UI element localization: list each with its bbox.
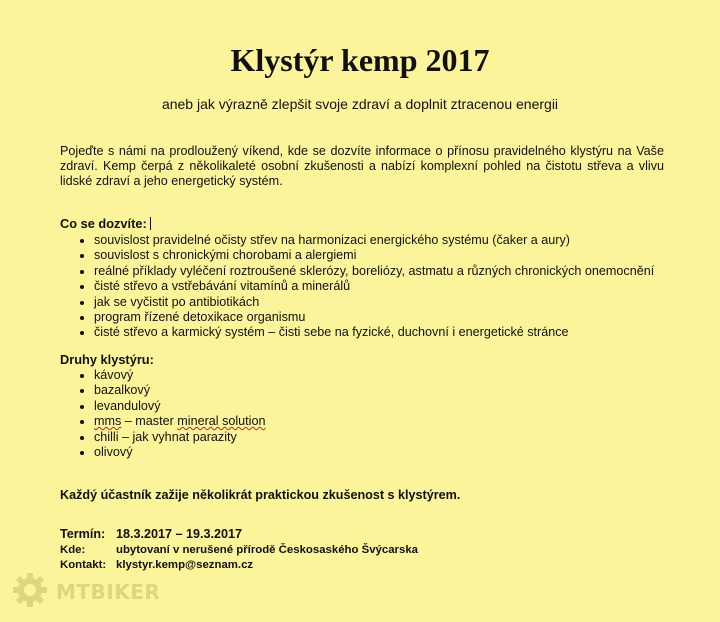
where-row bbox=[60, 544, 418, 556]
gear-icon bbox=[12, 572, 48, 613]
contact-value: klystyr.kemp@seznam.cz bbox=[116, 559, 254, 571]
term-row bbox=[60, 527, 242, 541]
list-item: čisté střevo a karmický systém – čisti sebe na fyzické, duchovní i energetické stránce bbox=[94, 325, 654, 340]
term-value: 18.3.2017 – 19.3.2017 bbox=[116, 527, 243, 541]
where-value: ubytovaní v nerušené přírodě Českosaského Švýcarska bbox=[116, 544, 418, 556]
term-label: Termín: bbox=[60, 527, 106, 541]
list-item: chilli – jak vyhnat parazity bbox=[94, 430, 265, 445]
list-item-mms bbox=[94, 414, 265, 429]
intro-paragraph: Pojeďte s námi na prodloužený víkend, kde se dozvíte informace o přínosu pravidelného klystýru na Vaše zdraví. Kemp čerpá z několikaleté osobní zkušenosti a nabízí komplexní pohled na čistotu střeva a vlivu lidské zdraví a jeho energetický systém. bbox=[60, 144, 664, 188]
list-item: jak se vyčistit po antibiotikách bbox=[94, 295, 654, 310]
watermark-text: MTBIKER bbox=[56, 580, 161, 604]
list-item: bazalkový bbox=[94, 383, 265, 398]
list-item: souvislost pravidelné očisty střev na harmonizaci energického systému (čaker a aury) bbox=[94, 233, 654, 248]
list-item: olivový bbox=[94, 445, 265, 460]
contact-label: Kontakt: bbox=[60, 559, 107, 571]
learn-list bbox=[60, 233, 654, 341]
page-title: Klystýr kemp 2017 bbox=[230, 42, 490, 78]
mms-word: mms bbox=[94, 414, 122, 429]
list-item: levandulový bbox=[94, 399, 265, 414]
page-subtitle: aneb jak výrazně zlepšit svoje zdraví a doplnit ztracenou energii bbox=[161, 96, 559, 112]
types-list bbox=[60, 368, 265, 460]
text-cursor bbox=[150, 217, 151, 230]
mms-separator: – master bbox=[121, 414, 178, 429]
contact-row bbox=[60, 559, 253, 571]
list-item: program řízené detoxikace organismu bbox=[94, 310, 654, 325]
list-item: kávový bbox=[94, 368, 265, 383]
where-label: Kde: bbox=[60, 544, 86, 556]
experience-note: Každý účastník zažije několikrát praktickou zkušenost s klystýrem. bbox=[60, 488, 461, 502]
learn-heading-text: Co se dozvíte: bbox=[60, 216, 147, 231]
watermark bbox=[12, 574, 160, 610]
list-item: čisté střevo a vstřebávání vitamínů a minerálů bbox=[94, 279, 654, 294]
learn-heading bbox=[60, 216, 151, 231]
list-item: souvislost s chronickými chorobami a alergiemi bbox=[94, 248, 654, 263]
types-heading: Druhy klystýru: bbox=[60, 352, 154, 367]
list-item: reálné příklady vyléčení roztroušené sklerózy, boreliózy, astmatu a různých chronických onemocnění bbox=[94, 263, 655, 278]
mms-rest: mineral solution bbox=[177, 414, 266, 429]
